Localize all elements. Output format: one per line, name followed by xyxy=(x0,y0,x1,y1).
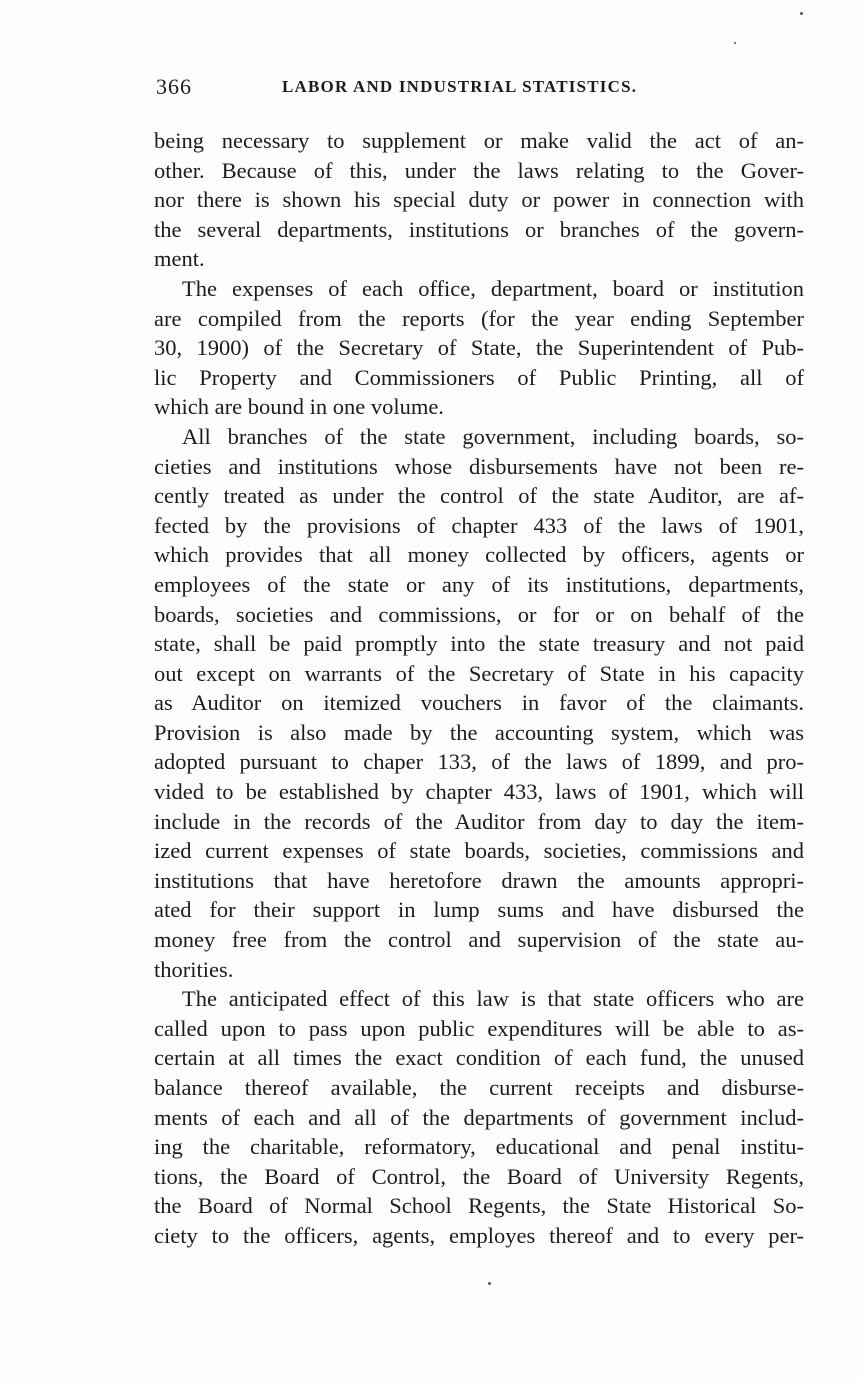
text-line: ciety to the officers, agents, employes thereof and to every per- xyxy=(154,1222,804,1248)
text-line: ments of each and all of the departments of government includ- xyxy=(154,1104,804,1130)
text-line: nor there is shown his special duty or power in connection with xyxy=(154,187,804,213)
paragraph xyxy=(154,984,804,1250)
text-line: are compiled from the reports (for the year ending September xyxy=(154,305,804,331)
print-speck xyxy=(800,12,803,15)
text-line: ing the charitable, reformatory, educational and penal institu- xyxy=(154,1134,804,1160)
paragraph xyxy=(154,126,804,274)
text-line: cieties and institutions whose disbursements have not been re- xyxy=(154,453,804,479)
paragraph xyxy=(154,422,804,984)
text-line: institutions that have heretofore drawn the amounts appropri- xyxy=(154,867,804,893)
text-line: cently treated as under the control of the state Auditor, are af- xyxy=(154,483,804,509)
text-line: thorities. xyxy=(154,956,234,982)
text-line: ment. xyxy=(154,246,205,272)
page-number: 366 xyxy=(156,74,192,99)
text-line: vided to be established by chapter 433, laws of 1901, which will xyxy=(154,779,804,805)
text-line: ated for their support in lump sums and have disbursed the xyxy=(154,897,804,923)
body-text xyxy=(154,126,804,1251)
print-speck xyxy=(488,1282,491,1285)
text-line: 30, 1900) of the Secretary of State, the Superintendent of Pub- xyxy=(154,335,804,361)
text-line: money free from the control and supervision of the state au- xyxy=(154,927,804,953)
text-line: employees of the state or any of its institutions, departments, xyxy=(154,571,804,597)
text-line: ized current expenses of state boards, societies, commissions and xyxy=(154,838,804,864)
running-title: LABOR AND INDUSTRIAL STATISTICS. xyxy=(282,77,638,96)
text-line: include in the records of the Auditor from day to day the item- xyxy=(154,808,804,834)
text-line: The anticipated effect of this law is that state officers who are xyxy=(182,986,804,1012)
text-line: other. Because of this, under the laws relating to the Gover- xyxy=(154,157,804,183)
text-line: state, shall be paid promptly into the state treasury and not paid xyxy=(154,631,804,657)
text-line: The expenses of each office, department, board or institution xyxy=(182,275,804,301)
text-line: Provision is also made by the accounting system, which was xyxy=(154,719,804,745)
text-line: out except on warrants of the Secretary of State in his capacity xyxy=(154,660,804,686)
text-line: All branches of the state government, including boards, so- xyxy=(182,423,804,449)
text-line: boards, societies and commissions, or for or on behalf of the xyxy=(154,601,804,627)
paragraph xyxy=(154,274,804,422)
text-line: lic Property and Commissioners of Public Printing, all of xyxy=(154,364,804,390)
text-line: called upon to pass upon public expenditures will be able to as- xyxy=(154,1015,804,1041)
text-line: tions, the Board of Control, the Board of University Regents, xyxy=(154,1163,804,1189)
print-speck xyxy=(734,42,736,44)
text-line: as Auditor on itemized vouchers in favor of the claimants. xyxy=(154,690,804,716)
text-line: the several departments, institutions or branches of the govern- xyxy=(154,216,804,242)
text-line: the Board of Normal School Regents, the State Historical So- xyxy=(154,1193,804,1219)
text-line: balance thereof available, the current receipts and disburse- xyxy=(154,1075,804,1100)
text-line: certain at all times the exact condition of each fund, the unused xyxy=(154,1045,804,1071)
text-line: fected by the provisions of chapter 433 of the laws of 1901, xyxy=(154,512,804,538)
text-line: adopted pursuant to chaper 133, of the laws of 1899, and pro- xyxy=(154,749,804,775)
text-line: being necessary to supplement or make valid the act of an- xyxy=(154,128,804,153)
text-line: which provides that all money collected by officers, agents or xyxy=(154,542,804,568)
text-line: which are bound in one volume. xyxy=(154,394,444,420)
page-header xyxy=(156,74,806,104)
